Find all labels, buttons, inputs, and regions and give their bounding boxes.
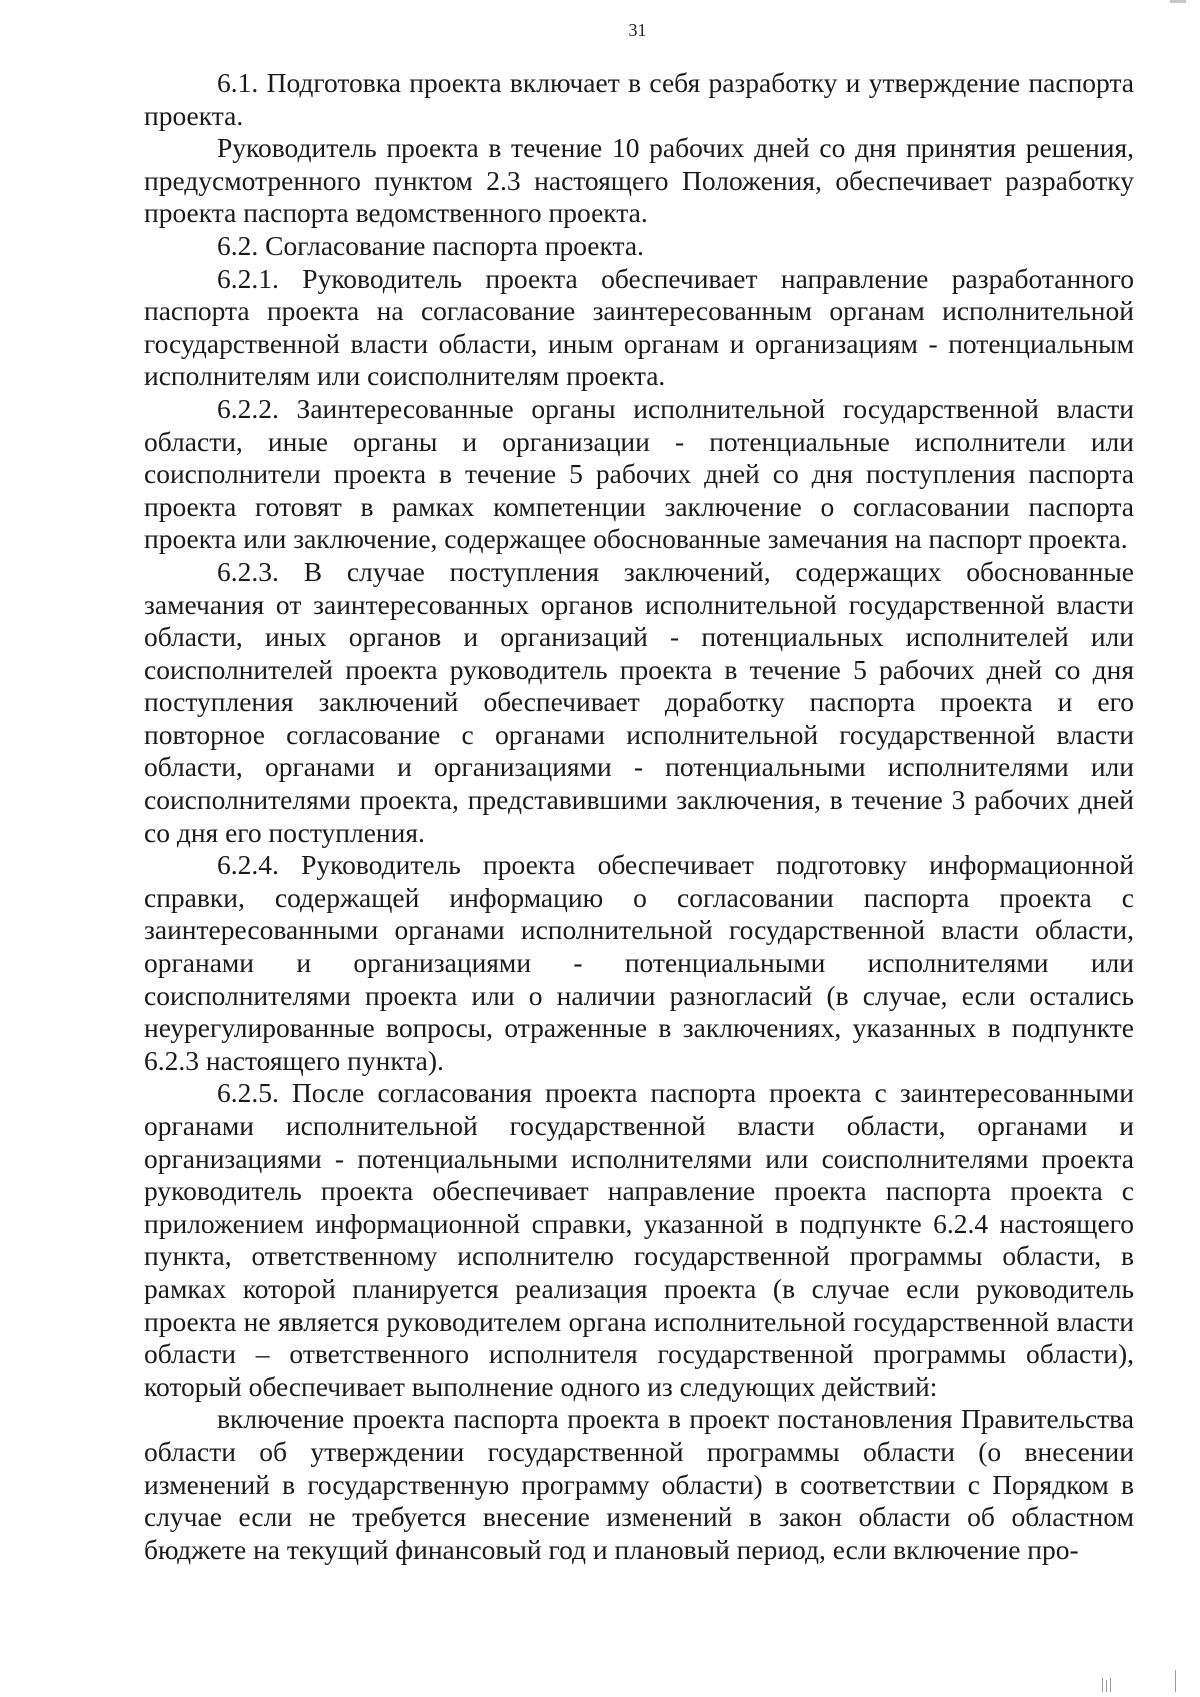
scan-artifact bbox=[1110, 1678, 1111, 1692]
paragraph-inclusion-in-resolution: включение проекта паспорта проекта в проект постановления Правительства области об утверждении государственной программы области (о внесении изменений в государственную программу области) в соответствии с Порядком в случае если не требуется внесение изменений в закон области об областном бюджете на текущий финансовый год и плановый период, если включение про- bbox=[144, 1403, 1134, 1565]
paragraph-6-2-1: 6.2.1. Руководитель проекта обеспечивает направление разработанного паспорта проекта на согласование заинтересованным органам исполнительной государственной власти области, иным органам и организациям - потенциальным исполнителям или соисполнителям проекта. bbox=[144, 262, 1134, 392]
scan-artifact bbox=[1170, 0, 1186, 3]
scan-artifact bbox=[1175, 1670, 1176, 1692]
document-body bbox=[144, 67, 1134, 1566]
paragraph-6-2-3: 6.2.3. В случае поступления заключений, содержащих обоснованные замечания от заинтересованных органов исполнительной государственной власти области, иных органов и организаций - потенциальных исполнителей или соисполнителей проекта руководитель проекта в течение 5 рабочих дней со дня поступления заключений обеспечивает доработку паспорта проекта и его повторное согласование с органами исполнительной государственной власти области, органами и организациями - потенциальными исполнителями или соисполнителями проекта, представившими заключения, в течение 3 рабочих дней со дня его поступления. bbox=[144, 555, 1134, 848]
paragraph-project-manager-deadline: Руководитель проекта в течение 10 рабочих дней со дня принятия решения, предусмотренного пунктом 2.3 настоящего Положения, обеспечивает разработку проекта паспорта ведомственного проекта. bbox=[144, 132, 1134, 229]
page-number: 31 bbox=[628, 20, 647, 40]
scan-artifact bbox=[1106, 1680, 1107, 1692]
paragraph-6-2-2: 6.2.2. Заинтересованные органы исполнительной государственной власти области, иные органы и организации - потенциальные исполнители или соисполнители проекта в течение 5 рабочих дней со дня поступления паспорта проекта готовят в рамках компетенции заключение о согласовании паспорта проекта или заключение, содержащее обоснованные замечания на паспорт проекта. bbox=[144, 392, 1134, 555]
paragraph-6-2: 6.2. Согласование паспорта проекта. bbox=[217, 229, 644, 261]
paragraph-6-1: 6.1. Подготовка проекта включает в себя разработку и утверждение паспорта проекта. bbox=[144, 67, 1134, 131]
paragraph-6-2-4: 6.2.4. Руководитель проекта обеспечивает подготовку информационной справки, содержащей информацию о согласовании паспорта проекта с заинтересованными органами исполнительной государственной власти области, органами и организациями - потенциальными исполнителями или соисполнителями проекта или о наличии разногласий (в случае, если остались неурегулированные вопросы, отраженные в заключениях, указанных в подпункте 6.2.3 настоящего пункта). bbox=[144, 849, 1134, 1076]
paragraph-6-2-5: 6.2.5. После согласования проекта паспорта проекта с заинтересованными органами исполнительной государственной власти области, органами и организациями - потенциальными исполнителями или соисполнителями проекта руководитель проекта обеспечивает направление проекта паспорта проекта с приложением информационной справки, указанной в подпункте 6.2.4 настоящего пункта, ответственному исполнителю государственной программы области, в рамках которой планируется реализация проекта (в случае если руководитель проекта не является руководителем органа исполнительной государственной власти области – ответственного исполнителя государственной программы области), который обеспечивает выполнение одного из следующих действий: bbox=[144, 1077, 1134, 1402]
scan-artifact bbox=[1102, 1678, 1103, 1692]
